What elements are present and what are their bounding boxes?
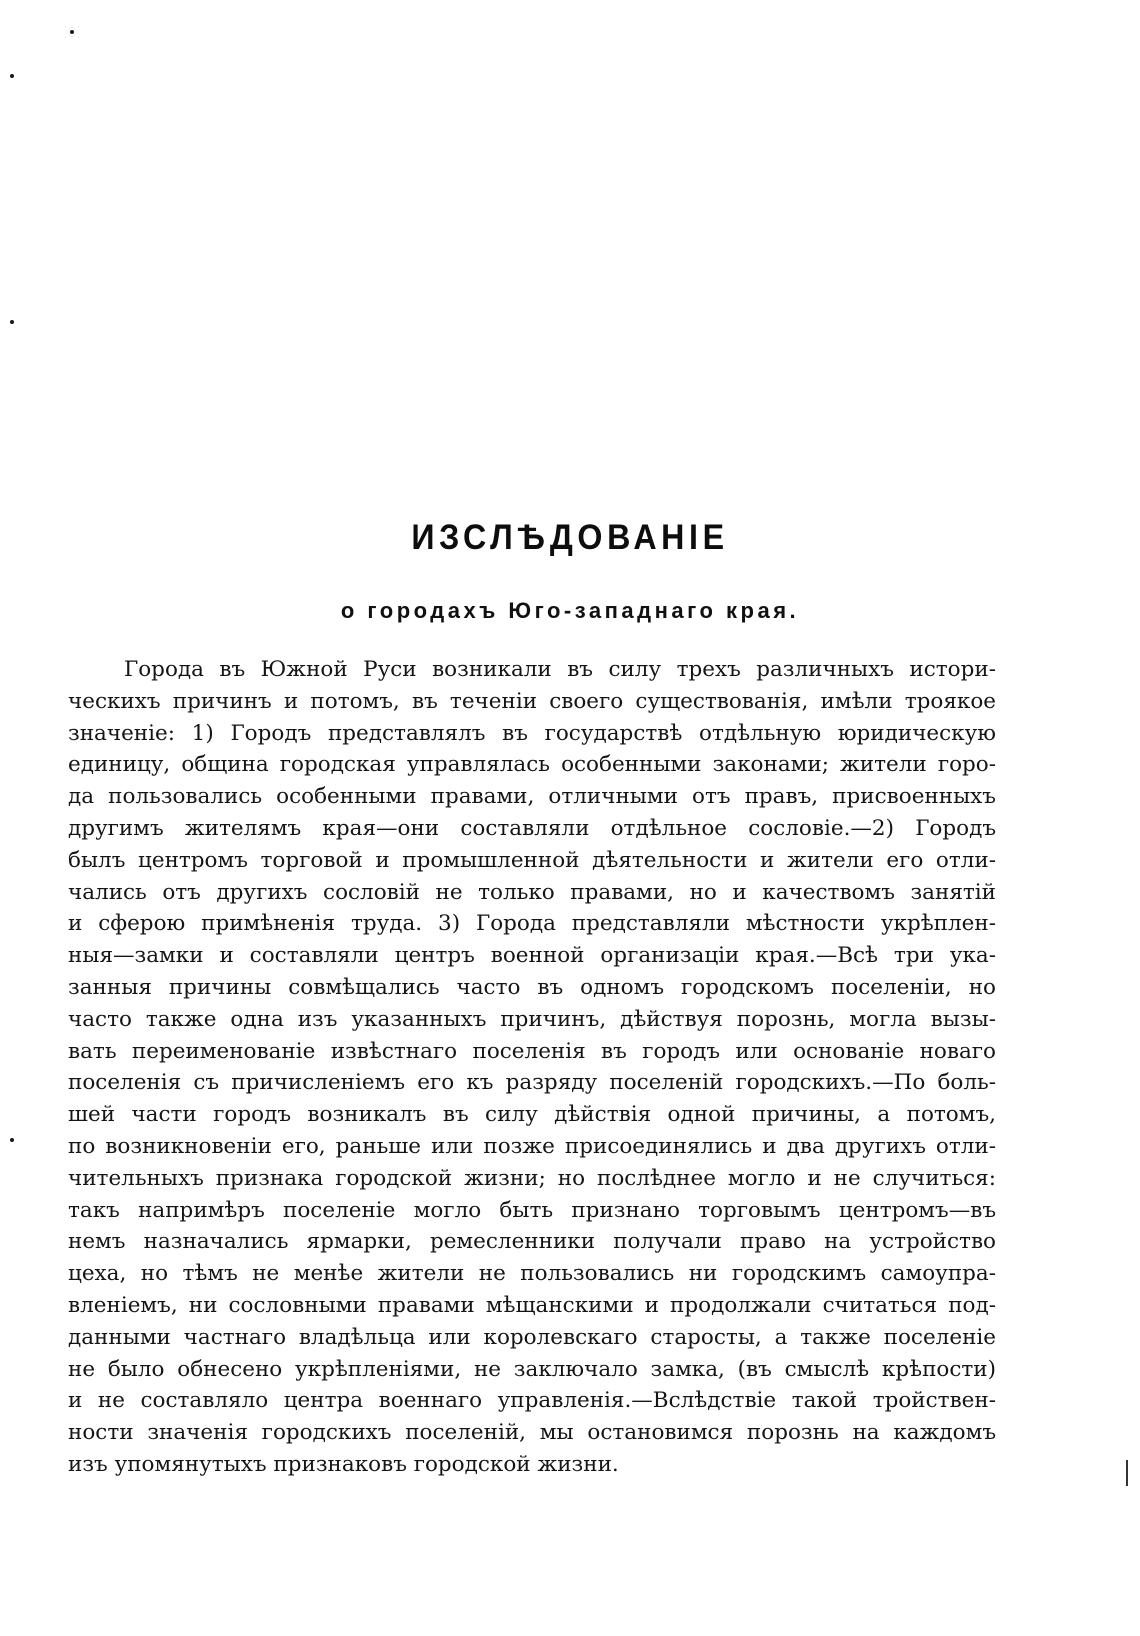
text-line: часто также одна изъ указанныхъ причинъ, дѣйствуя порознь, могла вызы- bbox=[68, 1006, 996, 1032]
text-line: да пользовались особенными правами, отличными отъ правъ, присвоенныхъ bbox=[68, 784, 996, 810]
text-line: не было обнесено укрѣпленіями, не заключало замка, (въ смыслѣ крѣпости) bbox=[68, 1356, 996, 1382]
page-subtitle: о городахъ Юго-западнаго края. bbox=[340, 598, 800, 623]
text-line: данными частнаго владѣльца или королевскаго старосты, а также поселеніе bbox=[68, 1324, 996, 1350]
scan-speck bbox=[10, 1138, 14, 1142]
text-line: занныя причины совмѣщались часто въ одномъ городскомъ поселеніи, но bbox=[68, 974, 996, 1000]
text-line: чительныхъ признака городской жизни; но послѣднее могло и не случиться: bbox=[68, 1165, 996, 1191]
text-line: единицу, община городская управлялась особенными законами; жители горо- bbox=[68, 752, 996, 778]
scan-speck bbox=[10, 74, 14, 78]
text-line: ныя—замки и составляли центръ военной организаціи края.—Всѣ три ука- bbox=[68, 943, 996, 969]
text-line: по возникновеніи его, раньше или позже присоединялись и два другихъ отли- bbox=[68, 1133, 996, 1159]
text-line: и сферою примѣненія труда. 3) Города представляли мѣстности укрѣплен- bbox=[68, 911, 996, 937]
scan-edge-mark bbox=[1126, 1460, 1128, 1486]
body-paragraph bbox=[68, 654, 996, 1481]
page-title: ИЗСЛѢДОВАНІЕ bbox=[411, 518, 729, 557]
text-line: другимъ жителямъ края—они составляли отдѣльное сословіе.—2) Городъ bbox=[68, 815, 996, 841]
text-line: и не составляло центра военнаго управленія.—Вслѣдствіе такой тройствен- bbox=[68, 1388, 996, 1414]
text-line: цеха, но тѣмъ не менѣе жители не пользовались ни городскимъ самоупра- bbox=[68, 1261, 996, 1287]
text-line: значеніе: 1) Городъ представлялъ въ государствѣ отдѣльную юридическую bbox=[68, 720, 996, 746]
text-line: немъ назначались ярмарки, ремесленники получали право на устройство bbox=[68, 1229, 996, 1255]
text-line: шей части городъ возникалъ въ силу дѣйствія одной причины, а потомъ, bbox=[68, 1102, 996, 1128]
text-line: чались отъ другихъ сословій не только правами, но и качествомъ занятій bbox=[68, 879, 996, 905]
text-line: изъ упомянутыхъ признаковъ городской жизни. bbox=[68, 1451, 619, 1477]
text-line: вленіемъ, ни сословными правами мѣщанскими и продолжали считаться под- bbox=[68, 1292, 996, 1318]
text-line: Города въ Южной Руси возникали въ силу трехъ различныхъ истори- bbox=[124, 657, 996, 682]
text-line: былъ центромъ торговой и промышленной дѣятельности и жители его отли- bbox=[68, 847, 996, 873]
text-line: такъ напримѣръ поселеніе могло быть признано торговымъ центромъ—въ bbox=[68, 1197, 996, 1223]
text-line: вать переименованіе извѣстнаго поселенія въ городъ или основаніе новаго bbox=[68, 1038, 996, 1064]
text-line: поселенія съ причисленіемъ его къ разряду поселеній городскихъ.—По боль- bbox=[68, 1070, 996, 1096]
text-line: ческихъ причинъ и потомъ, въ теченіи своего существованія, имѣли троякое bbox=[68, 688, 996, 714]
text-line: ности значенія городскихъ поселеній, мы остановимся порознь на каждомъ bbox=[68, 1420, 996, 1446]
scan-speck bbox=[10, 320, 14, 324]
scan-speck bbox=[70, 30, 74, 34]
